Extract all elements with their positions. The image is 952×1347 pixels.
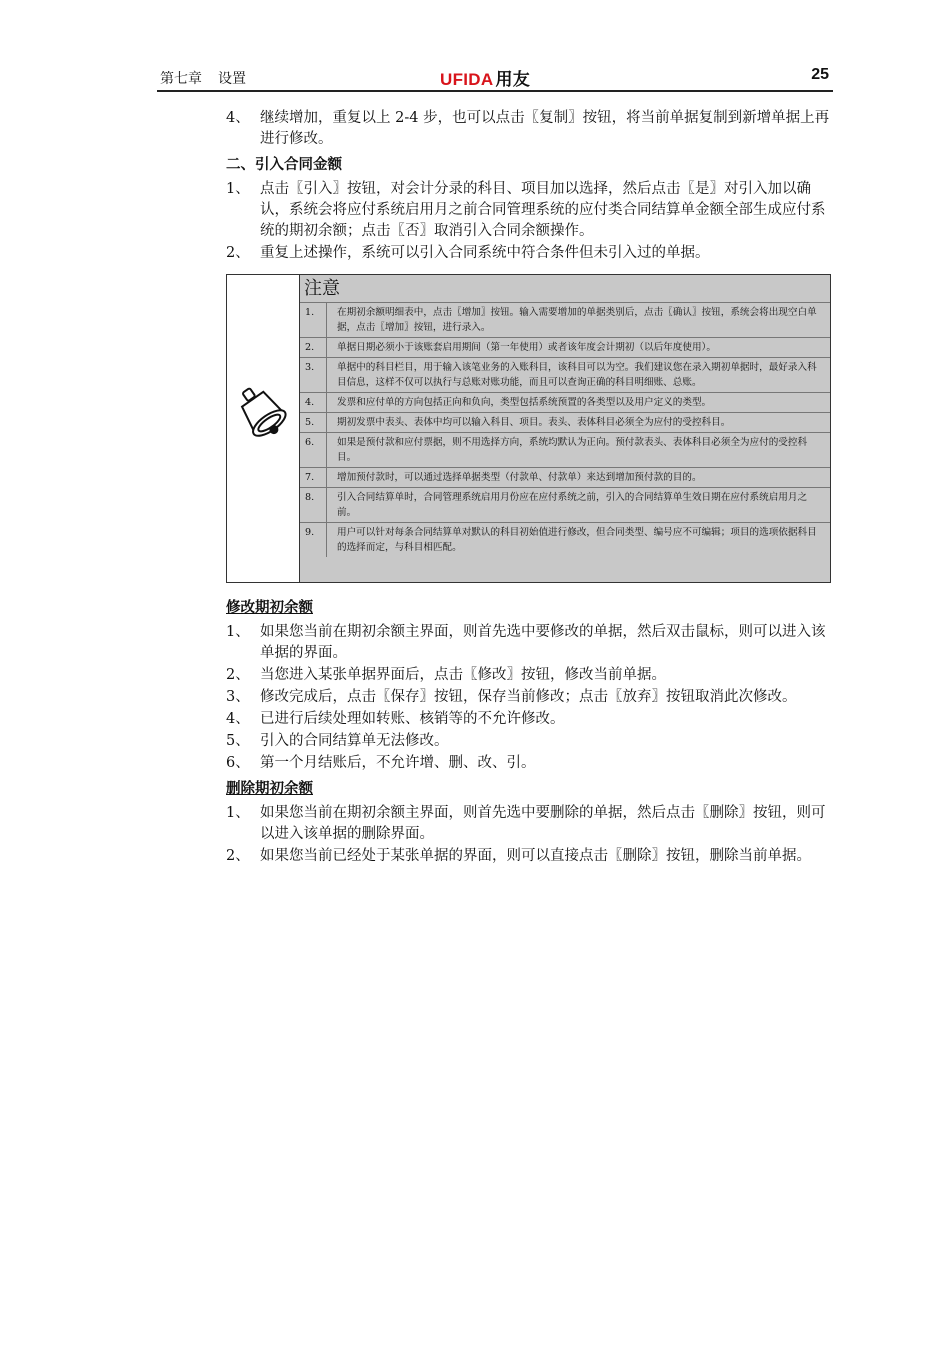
note-item-number: 9. xyxy=(305,527,315,538)
item-text: 第一个月结账后，不允许增、删、改、引。 xyxy=(260,755,536,771)
item-text: 当您进入某张单据界面后，点击〖修改〗按钮，修改当前单据。 xyxy=(260,667,666,683)
brand-logo xyxy=(440,65,530,90)
item-text: 已进行后续处理如转账、核销等的不允许修改。 xyxy=(260,711,565,727)
note-item xyxy=(300,337,830,357)
note-item xyxy=(300,412,830,432)
note-item-text: 在期初余额明细表中，点击〖增加〗按钮。输入需要增加的单据类别后，点击〖确认〗按钮，系统会将出现空白单据，点击〖增加〗按钮，进行录入。 xyxy=(337,307,817,333)
note-body xyxy=(300,275,830,582)
list-item xyxy=(226,709,831,730)
note-title: 注意 xyxy=(304,278,340,299)
note-item-number: 6. xyxy=(305,437,315,448)
note-item-text: 期初发票中表头、表体中均可以输入科目、项目。表头、表体科目必须全为应付的受控科目。 xyxy=(337,417,731,428)
list-item xyxy=(226,753,831,774)
list-item xyxy=(226,243,831,264)
note-item xyxy=(300,357,830,392)
chapter-label xyxy=(160,68,246,88)
item-number: 2、 xyxy=(226,848,250,864)
note-item-number: 5. xyxy=(305,417,315,428)
bell-icon xyxy=(237,381,289,447)
note-item-text: 引入合同结算单时，合同管理系统启用月份应在应付系统之前，引入的合同结算单生效日期在应付系统启用月之前。 xyxy=(337,492,808,518)
note-icon-cell xyxy=(227,275,300,582)
note-box xyxy=(226,274,831,583)
note-item xyxy=(300,392,830,412)
chapter: 第七章 xyxy=(160,71,202,87)
item-number: 3、 xyxy=(226,689,250,705)
note-item-number: 1. xyxy=(305,307,315,318)
list-item xyxy=(226,622,831,664)
note-item-text: 单据中的科目栏目，用于输入该笔业务的入账科目，该科目可以为空。我们建议您在录入期初单据时，最好录入科目信息，这样不仅可以执行与总账对账功能，而且可以查询正确的科目明细账、总账。 xyxy=(337,362,817,388)
section-name: 设置 xyxy=(218,71,246,87)
note-item-text: 单据日期必须小于该账套启用期间（第一年使用）或者该年度会计期初（以后年度使用）。 xyxy=(337,342,716,353)
note-item xyxy=(300,467,830,487)
item-number: 2、 xyxy=(226,667,250,683)
item-number: 1、 xyxy=(226,805,250,821)
note-item xyxy=(300,432,830,467)
page-content xyxy=(226,108,831,868)
page-header xyxy=(157,62,833,92)
note-item-text: 如果是预付款和应付票据，则不用选择方向，系统均默认为正向。预付款表头、表体科目必须全为应付的受控科目。 xyxy=(337,437,808,463)
section-heading: 修改期初余额 xyxy=(226,600,313,616)
list-item xyxy=(226,687,831,708)
item-number: 1、 xyxy=(226,181,250,197)
item-number: 4、 xyxy=(226,711,250,727)
note-item-number: 4. xyxy=(305,397,315,408)
item-text: 修改完成后，点击〖保存〗按钮，保存当前修改；点击〖放弃〗按钮取消此次修改。 xyxy=(260,689,797,705)
note-item-number: 7. xyxy=(305,472,315,483)
note-item-text: 发票和应付单的方向包括正向和负向，类型包括系统预置的各类型以及用户定义的类型。 xyxy=(337,397,712,408)
note-item-number: 3. xyxy=(305,362,315,373)
list-item xyxy=(226,731,831,752)
section-heading: 删除期初余额 xyxy=(226,781,313,797)
note-item xyxy=(300,302,830,337)
item-text: 如果您当前在期初余额主界面，则首先选中要删除的单据，然后点击〖删除〗按钮，则可以进入该单据的删除界面。 xyxy=(260,805,826,842)
list-item xyxy=(226,846,831,867)
brand-name: UFIDA xyxy=(440,70,494,89)
note-item-text: 增加预付款时，可以通过选择单据类型（付款单、付款单）来达到增加预付款的目的。 xyxy=(337,472,702,483)
brand-name-cn: 用友 xyxy=(495,70,531,89)
note-item xyxy=(300,522,830,557)
item-number: 1、 xyxy=(226,624,250,640)
item-text: 继续增加，重复以上 2-4 步，也可以点击〖复制〗按钮，将当前单据复制到新增单据上再进行修改。 xyxy=(260,110,830,147)
note-item-text: 用户可以针对每条合同结算单对默认的科目初始值进行修改，但合同类型、编号应不可编辑；项目的选项依据科目的选择而定，与科目相匹配。 xyxy=(337,527,817,553)
list-item xyxy=(226,803,831,845)
list-item xyxy=(226,179,831,242)
note-item-number: 8. xyxy=(305,492,315,503)
item-text: 重复上述操作，系统可以引入合同系统中符合条件但未引入过的单据。 xyxy=(260,245,710,261)
item-text: 引入的合同结算单无法修改。 xyxy=(260,733,449,749)
item-text: 如果您当前在期初余额主界面，则首先选中要修改的单据，然后双击鼠标，则可以进入该单据的界面。 xyxy=(260,624,826,661)
note-item xyxy=(300,487,830,522)
list-item xyxy=(226,108,831,150)
item-text: 如果您当前已经处于某张单据的界面，则可以直接点击〖删除〗按钮，删除当前单据。 xyxy=(260,848,811,864)
page-number: 25 xyxy=(811,66,829,83)
list-item xyxy=(226,665,831,686)
item-text: 点击〖引入〗按钮，对会计分录的科目、项目加以选择，然后点击〖是〗对引入加以确认，系统会将应付系统启用月之前合同管理系统的应付类合同结算单金额全部生成应付系统的期初余额；点击〖否〗取消引入合同余额操作。 xyxy=(260,181,826,239)
note-item-number: 2. xyxy=(305,342,315,353)
item-number: 4、 xyxy=(226,110,250,126)
item-number: 6、 xyxy=(226,755,250,771)
section-heading: 二、引入合同金额 xyxy=(226,157,342,173)
item-number: 5、 xyxy=(226,733,250,749)
item-number: 2、 xyxy=(226,245,250,261)
